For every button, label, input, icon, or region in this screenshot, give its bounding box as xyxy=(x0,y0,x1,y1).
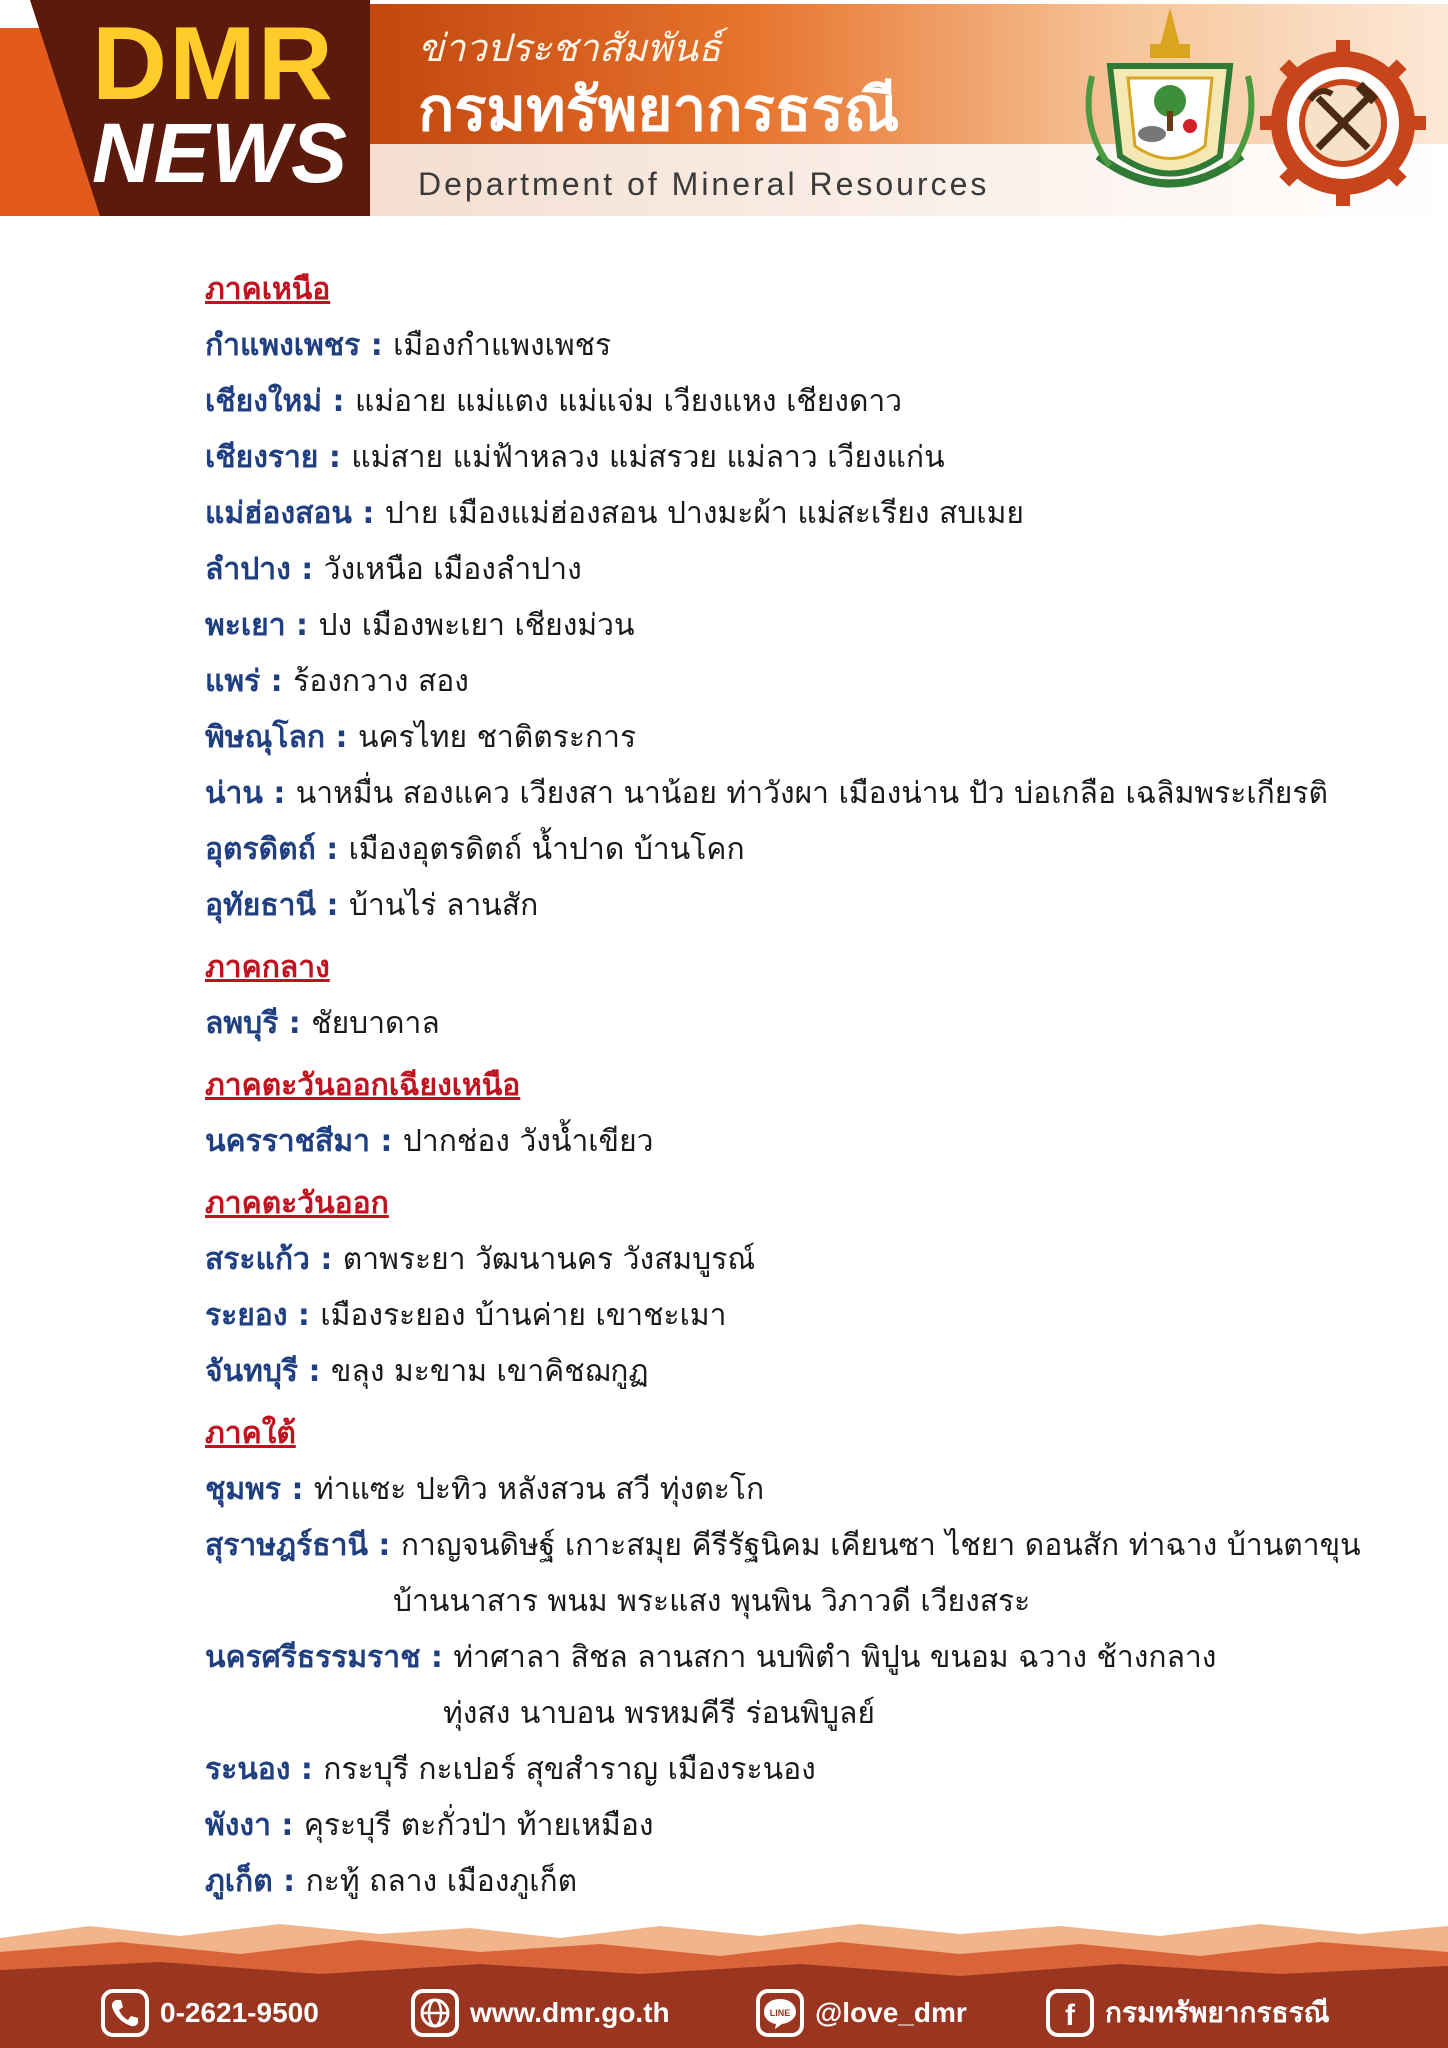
province-name: พิษณุโลก xyxy=(205,720,326,755)
separator: : xyxy=(270,1808,304,1843)
header-title: กรมทรัพยากรธรณี xyxy=(418,75,900,145)
separator: : xyxy=(369,1124,403,1159)
separator: : xyxy=(315,832,349,867)
district-list: คุระบุรี ตะกั่วป่า ท้ายเหมือง xyxy=(303,1808,654,1843)
province-row xyxy=(205,822,1355,878)
province-row xyxy=(205,374,1355,430)
separator: : xyxy=(325,720,358,755)
province-name: แพร่ xyxy=(205,664,261,699)
province-row xyxy=(205,486,1355,542)
province-row xyxy=(205,766,1355,822)
region-section-central xyxy=(205,940,1355,1052)
province-name: ลพบุรี xyxy=(205,1006,279,1041)
province-row xyxy=(205,430,1355,486)
province-row xyxy=(205,1114,1355,1170)
district-list: ปง เมืองพะเยา เชียงม่วน xyxy=(318,608,635,643)
district-list: บ้านไร่ ลานสัก xyxy=(348,888,539,923)
region-heading: ภาคกลาง xyxy=(205,950,330,985)
dmr-seal-emblem-icon xyxy=(1080,6,1260,206)
province-row xyxy=(205,1288,1355,1344)
district-list: ท่าแซะ ปะทิว หลังสวน สวี ทุ่งตะโก xyxy=(313,1472,765,1507)
region-section-south xyxy=(205,1406,1361,1910)
phone-icon xyxy=(100,1988,150,2038)
district-list: ปาย เมืองแม่ฮ่องสอน ปางมะผ้า แม่สะเรียง สบเมย xyxy=(384,496,1024,531)
district-list: ร้องกวาง สอง xyxy=(293,664,469,699)
separator: : xyxy=(285,608,319,643)
province-row xyxy=(205,710,1355,766)
district-list-continuation: บ้านนาสาร พนม พระแสง พุนพิน วิภาวดี เวียงสระ xyxy=(393,1584,1031,1619)
province-name: ภูเก็ต xyxy=(205,1864,273,1899)
region-heading: ภาคตะวันออกเฉียงเหนือ xyxy=(205,1068,521,1103)
district-list: นาหมื่น สองแคว เวียงสา นาน้อย ท่าวังผา เมืองน่าน ปัว บ่อเกลือ เฉลิมพระเกียรติ xyxy=(295,776,1328,811)
province-name: พังงา xyxy=(205,1808,271,1843)
province-name: พะเยา xyxy=(205,608,286,643)
province-name: เชียงใหม่ xyxy=(205,384,323,419)
separator: : xyxy=(322,384,355,419)
district-list: วังเหนือ เมืองลำปาง xyxy=(323,552,582,587)
separator: : xyxy=(351,496,385,531)
district-list: ท่าศาลา สิชล ลานสกา นบพิตำ พิปูน ขนอม ฉวาง ช้างกลาง xyxy=(453,1640,1217,1675)
separator: : xyxy=(298,1354,331,1389)
footer-website[interactable] xyxy=(410,1988,670,2038)
separator: : xyxy=(290,1752,324,1787)
logo-news-text: NEWS xyxy=(92,106,348,200)
province-row xyxy=(205,1798,1355,1854)
province-name: นครราชสีมา xyxy=(205,1124,370,1159)
district-list: นครไทย ชาติตระการ xyxy=(357,720,637,755)
province-row xyxy=(205,318,1355,374)
facebook-badge-text: f xyxy=(1065,1999,1075,2032)
province-name: สระแก้ว xyxy=(205,1242,310,1277)
province-name: ระนอง xyxy=(205,1752,291,1787)
province-name: กำแพงเพชร xyxy=(205,328,361,363)
line-app-icon xyxy=(755,1988,805,2038)
province-row xyxy=(205,598,1355,654)
dmr-gear-emblem-icon xyxy=(1258,38,1428,208)
district-list: ปากช่อง วังน้ำเขียว xyxy=(402,1124,654,1159)
separator: : xyxy=(272,1864,306,1899)
province-row xyxy=(205,542,1355,598)
facebook-page-name: กรมทรัพยากรธรณี xyxy=(1105,1997,1330,2028)
province-row xyxy=(205,1854,1355,1910)
header-english-name: Department of Mineral Resources xyxy=(418,166,990,202)
region-heading: ภาคเหนือ xyxy=(205,272,331,307)
province-row xyxy=(205,1462,1355,1518)
province-name: น่าน xyxy=(205,776,263,811)
announcement-body xyxy=(205,256,1361,1910)
phone-number: 0-2621-9500 xyxy=(160,1997,319,2028)
province-row xyxy=(205,1344,1355,1400)
district-list: กะทู้ ถลาง เมืองภูเก็ต xyxy=(305,1864,578,1899)
separator: : xyxy=(360,328,394,363)
logo-dmr-text: DMR xyxy=(92,6,335,122)
province-name: ระยอง xyxy=(205,1298,288,1333)
website-url: www.dmr.go.th xyxy=(470,1997,670,2028)
region-heading: ภาคตะวันออก xyxy=(205,1186,389,1221)
province-row xyxy=(205,1630,1355,1686)
region-heading: ภาคใต้ xyxy=(205,1416,296,1451)
separator: : xyxy=(260,664,294,699)
line-badge-text: LINE xyxy=(769,2008,791,2018)
province-name: ลำปาง xyxy=(205,552,291,587)
district-list: ขลุง มะขาม เขาคิชฌกูฏ xyxy=(330,1354,649,1389)
province-name: อุตรดิตถ์ xyxy=(205,832,316,867)
separator: : xyxy=(287,1298,321,1333)
district-list: ชัยบาดาล xyxy=(311,1006,440,1041)
separator: : xyxy=(262,776,296,811)
region-section-east xyxy=(205,1176,1355,1400)
province-row xyxy=(205,1742,1355,1798)
province-name: แม่ฮ่องสอน xyxy=(205,496,352,531)
separator: : xyxy=(309,1242,343,1277)
province-row xyxy=(205,1518,1361,1574)
province-name: ชุมพร xyxy=(205,1472,282,1507)
province-name: สุราษฎร์ธานี xyxy=(205,1528,368,1563)
district-list: เมืองระยอง บ้านค่าย เขาชะเมา xyxy=(320,1298,727,1333)
province-name: อุทัยธานี xyxy=(205,888,317,923)
district-list: แม่อาย แม่แตง แม่แจ่ม เวียงแหง เชียงดาว xyxy=(354,384,903,419)
district-list: แม่สาย แม่ฟ้าหลวง แม่สรวย แม่ลาว เวียงแก่น xyxy=(351,440,945,475)
footer-facebook[interactable] xyxy=(1045,1988,1330,2038)
footer-line[interactable] xyxy=(755,1988,967,2038)
province-name: เชียงราย xyxy=(205,440,319,475)
district-list: กระบุรี กะเปอร์ สุขสำราญ เมืองระนอง xyxy=(323,1752,816,1787)
line-id: @love_dmr xyxy=(815,1997,967,2028)
page-footer xyxy=(0,1918,1448,2048)
district-list: กาญจนดิษฐ์ เกาะสมุย คีรีรัฐนิคม เคียนซา ไชยา ดอนสัก ท่าฉาง บ้านตาขุน xyxy=(400,1528,1361,1563)
separator: : xyxy=(278,1006,312,1041)
province-name: จันทบุรี xyxy=(205,1354,299,1389)
header-subtitle: ข่าวประชาสัมพันธ์ xyxy=(418,26,722,70)
region-section-northeast xyxy=(205,1058,1355,1170)
region-section-north xyxy=(205,262,1355,934)
globe-icon xyxy=(410,1988,460,2038)
separator: : xyxy=(316,888,349,923)
province-name: นครศรีธรรมราช xyxy=(205,1640,421,1675)
separator: : xyxy=(318,440,352,475)
district-list: เมืองอุตรดิตถ์ น้ำปาด บ้านโคก xyxy=(348,832,745,867)
district-list: เมืองกำแพงเพชร xyxy=(393,328,612,363)
province-row xyxy=(205,878,1355,934)
footer-phone[interactable] xyxy=(100,1988,319,2038)
separator: : xyxy=(290,552,324,587)
separator: : xyxy=(281,1472,314,1507)
province-row xyxy=(205,654,1355,710)
facebook-icon xyxy=(1045,1988,1095,2038)
separator: : xyxy=(420,1640,454,1675)
district-list: ตาพระยา วัฒนานคร วังสมบูรณ์ xyxy=(342,1242,756,1277)
page-header xyxy=(0,0,1448,222)
separator: : xyxy=(367,1528,401,1563)
province-row xyxy=(205,996,1355,1052)
district-list-continuation: ทุ่งสง นาบอน พรหมคีรี ร่อนพิบูลย์ xyxy=(443,1696,875,1731)
province-row xyxy=(205,1232,1355,1288)
